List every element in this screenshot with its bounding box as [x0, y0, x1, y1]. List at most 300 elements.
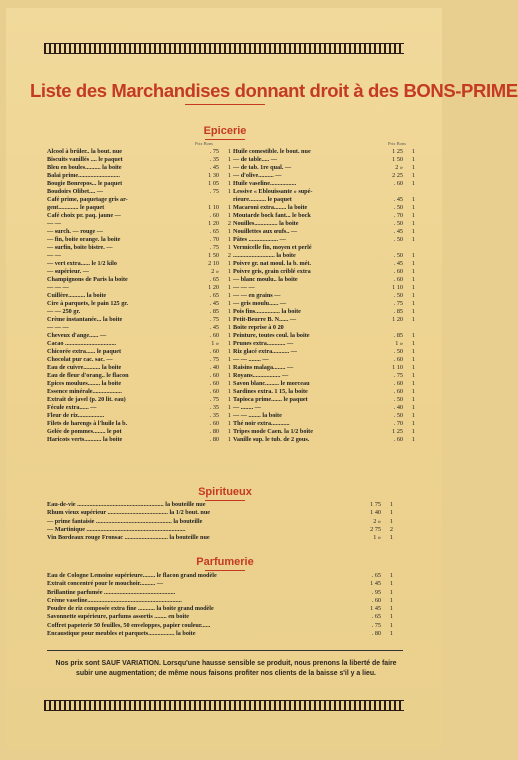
item-price: 1 25 — [392, 428, 403, 435]
list-item — [233, 260, 415, 268]
item-price: . 75 — [209, 148, 219, 155]
footer-rule — [47, 650, 403, 651]
list-item — [233, 316, 415, 324]
list-item — [233, 276, 415, 284]
price-header-left: Prix Bons — [195, 141, 213, 146]
list-item — [47, 501, 403, 509]
item-bons: 1 — [227, 212, 231, 219]
list-item — [47, 420, 229, 428]
item-price: . 50 — [393, 348, 403, 355]
item-bons: 1 — [411, 228, 415, 235]
item-name: gent............. le paquet — [47, 204, 105, 211]
list-item — [47, 196, 229, 204]
item-name: Huile vaseline................. — [233, 180, 297, 187]
item-bons: 1 — [411, 220, 415, 227]
item-name: — gris moulu...... — — [233, 300, 287, 307]
item-bons: 1 — [227, 364, 231, 371]
item-bons: 1 — [389, 534, 393, 542]
list-item — [47, 276, 229, 284]
list-item — [233, 236, 415, 244]
item-name: — — — — [47, 324, 69, 331]
item-name: Eau-de-vie ........................................................ la bouteille nue — [47, 501, 206, 508]
item-price: 1 50 — [208, 252, 219, 259]
item-bons: 1 — [411, 348, 415, 355]
item-price: . 85 — [393, 308, 403, 315]
item-bons: 1 — [227, 300, 231, 307]
list-item — [47, 180, 229, 188]
list-item — [233, 172, 415, 180]
item-bons: 1 — [389, 630, 393, 638]
item-bons: 1 — [411, 316, 415, 323]
item-bons: 1 — [411, 412, 415, 419]
item-bons: 1 — [227, 156, 231, 163]
item-bons: 1 — [411, 276, 415, 283]
item-bons: 1 — [227, 404, 231, 411]
item-price: . 75 — [209, 316, 219, 323]
item-name: Chocolat pur cac. sac. — — [47, 356, 113, 363]
spiritueux-list — [47, 501, 403, 542]
item-price: . 60 — [371, 596, 381, 604]
item-price: 1 » — [373, 534, 381, 542]
item-name: — ........ — — [233, 404, 261, 411]
item-price: 1 20 — [208, 284, 219, 291]
section-title-parfumerie: Parfumerie — [196, 556, 254, 568]
list-item — [47, 534, 403, 542]
list-item — [233, 228, 415, 236]
list-item — [47, 332, 229, 340]
item-bons: 1 — [389, 621, 393, 629]
item-name: Cheveux d'ange...... — — [47, 332, 107, 339]
top-ornament-band — [44, 43, 404, 54]
item-name: Lessive « Eblouissante » supé- — [233, 188, 313, 195]
item-price: . 85 — [209, 308, 219, 315]
item-bons: 1 — [227, 380, 231, 387]
item-price: . 35 — [209, 404, 219, 411]
item-price: 1 20 — [392, 316, 403, 323]
item-bons: 1 — [411, 212, 415, 219]
item-price: . 80 — [371, 630, 381, 638]
item-price: . 70 — [393, 420, 403, 427]
list-item — [47, 308, 229, 316]
item-name: Vermicelle fin, moyen et perlé — [233, 244, 312, 251]
list-item — [233, 412, 415, 420]
item-bons: 1 — [389, 509, 393, 517]
list-item — [47, 518, 403, 526]
list-item — [233, 380, 415, 388]
item-name: ........................... la boite — [233, 252, 296, 259]
item-bons: 1 — [389, 580, 393, 588]
list-item — [233, 196, 415, 204]
item-name: Macaroni extra........ la boite — [233, 204, 308, 211]
item-bons: 1 — [389, 613, 393, 621]
item-bons: 1 — [227, 172, 231, 179]
list-item — [233, 148, 415, 156]
item-name: Riz glacé extra........... — — [233, 348, 297, 355]
item-name: — blanc moulu.. la boite — [233, 276, 298, 283]
item-price: . 75 — [209, 244, 219, 251]
item-bons: 1 — [227, 236, 231, 243]
item-price: . 75 — [209, 396, 219, 403]
item-name: Poivre gris, grain criblé extra — [233, 268, 311, 275]
list-item — [47, 372, 229, 380]
list-item — [47, 605, 403, 613]
item-bons: 1 — [227, 188, 231, 195]
list-item — [47, 316, 229, 324]
item-name: Thé noir extra............ — [233, 420, 290, 427]
item-bons: 1 — [227, 316, 231, 323]
item-name: — de tab. 1re qual. — — [233, 164, 292, 171]
item-name: — supérieur. — — [47, 268, 89, 275]
item-name: Eau de fleur d'orang.. le flacon — [47, 372, 129, 379]
item-price: 1 05 — [208, 180, 219, 187]
list-item — [47, 148, 229, 156]
item-price: . 60 — [393, 276, 403, 283]
item-name: Biscuits vanillés .... le paquet — [47, 156, 123, 163]
list-item — [47, 348, 229, 356]
item-price: . 40 — [209, 364, 219, 371]
list-item — [47, 172, 229, 180]
item-bons: 2 — [227, 252, 231, 259]
item-price: . 65 — [209, 276, 219, 283]
item-price: . 85 — [393, 332, 403, 339]
item-price: 1 45 — [370, 605, 381, 613]
item-name: Poudre de riz composée extra fine ........... la boite grand modèle — [47, 605, 214, 613]
price-header-right: Prix Bons — [388, 141, 406, 146]
list-item — [47, 188, 229, 196]
item-price: . 45 — [209, 300, 219, 307]
list-item — [47, 324, 229, 332]
item-bons: 1 — [389, 572, 393, 579]
list-item — [233, 436, 415, 444]
item-price: . 95 — [371, 588, 381, 596]
list-item — [233, 164, 415, 172]
item-bons: 1 — [411, 308, 415, 315]
item-name: Pois fins................ la boite — [233, 308, 301, 315]
list-item — [47, 236, 229, 244]
item-name: Cacao ................................. — [47, 340, 117, 347]
list-item — [47, 428, 229, 436]
item-price: . 65 — [371, 613, 381, 621]
item-price: . 45 — [209, 324, 219, 331]
list-item — [47, 622, 403, 630]
item-name: Crème instantanée... la boite — [47, 316, 123, 323]
list-item — [233, 428, 415, 436]
item-price: . 75 — [209, 188, 219, 195]
section-title-spiritueux: Spiritueux — [198, 486, 252, 498]
item-name: Raisins malaga........ — — [233, 364, 294, 371]
epicerie-right-column — [233, 148, 415, 444]
section-underline-parfumerie — [205, 570, 245, 571]
item-name: Fécule extra...... — — [47, 404, 97, 411]
item-name: Bougie Bonrepos... le paquet — [47, 180, 123, 187]
item-bons: 1 — [227, 332, 231, 339]
item-name: Essence minérale................... — [47, 388, 122, 395]
item-bons: 1 — [389, 588, 393, 596]
list-item — [47, 156, 229, 164]
item-name: Bleu en boules.......... la boite — [47, 164, 122, 171]
item-bons: 1 — [227, 428, 231, 435]
item-bons: 1 — [227, 436, 231, 443]
item-name: Cuillère........... la boite — [47, 292, 107, 299]
item-price: . 60 — [209, 420, 219, 427]
item-price: 1 45 — [370, 580, 381, 588]
item-bons: 1 — [411, 156, 415, 163]
item-price: . 60 — [209, 212, 219, 219]
item-bons: 1 — [227, 308, 231, 315]
item-price: 1 » — [211, 340, 219, 347]
item-price: . 80 — [209, 436, 219, 443]
item-name: Extrait de javel (p. 20 lit. eau) — [47, 396, 126, 403]
item-bons: 1 — [227, 348, 231, 355]
item-bons: 1 — [227, 204, 231, 211]
item-name: Tripes mode Caen. la 1/2 boîte — [233, 428, 313, 435]
item-price: . 65 — [371, 572, 381, 579]
list-item — [233, 340, 415, 348]
item-name: Café prime, paquetage gris ar- — [47, 196, 128, 203]
item-bons: 1 — [227, 244, 231, 251]
item-name: Filets de harengs à l'huile la b. — [47, 420, 128, 427]
item-name: — — — — [47, 284, 69, 291]
item-name: — — en grains — — [233, 292, 281, 299]
item-bons: 1 — [227, 180, 231, 187]
item-price: 1 30 — [208, 172, 219, 179]
list-item — [47, 630, 403, 638]
item-name: Tapioca prime....... le paquet — [233, 396, 308, 403]
section-underline-epicerie — [205, 139, 245, 140]
item-price: . 50 — [393, 412, 403, 419]
item-price: . 75 — [393, 300, 403, 307]
list-item — [233, 356, 415, 364]
item-name: Extrait concentré pour le mouchoir.......... — — [47, 580, 164, 588]
item-name: — d'olive.......... — — [233, 172, 282, 179]
list-item — [47, 260, 229, 268]
item-price: 1 25 — [392, 148, 403, 155]
list-item — [47, 220, 229, 228]
item-price: . 60 — [393, 380, 403, 387]
item-bons: 1 — [411, 180, 415, 187]
item-price: . 50 — [393, 220, 403, 227]
item-name: — — ........ la boite — [233, 412, 282, 419]
list-item — [233, 212, 415, 220]
item-price: 2 75 — [370, 525, 381, 533]
list-item — [47, 396, 229, 404]
item-name: Fleur de riz................. — [47, 412, 105, 419]
item-price: 2 » — [373, 517, 381, 525]
item-bons: 1 — [227, 372, 231, 379]
item-bons: 1 — [227, 268, 231, 275]
list-item — [233, 156, 415, 164]
item-price: . 65 — [209, 292, 219, 299]
list-item — [233, 204, 415, 212]
item-price: . 50 — [393, 292, 403, 299]
list-item — [233, 324, 415, 332]
item-bons: 1 — [411, 292, 415, 299]
item-price: . 60 — [209, 348, 219, 355]
item-price: 2 10 — [208, 260, 219, 267]
list-item — [47, 509, 403, 517]
item-bons: 1 — [227, 260, 231, 267]
item-bons: 1 — [227, 412, 231, 419]
item-name: — de table..... — — [233, 156, 277, 163]
item-name: Eau de cuivre........... la boite — [47, 364, 122, 371]
item-name: Poivre gr. nat moul. la b. mét. — [233, 260, 312, 267]
item-name: Huile comestible. le bout. nue — [233, 148, 311, 155]
list-item — [233, 292, 415, 300]
list-item — [47, 340, 229, 348]
item-name: Vin Bordeaux rouge Fronsac ............................ la bouteille nue — [47, 534, 210, 542]
item-bons: 1 — [227, 148, 231, 155]
item-name: Encaustique pour meubles et parquets................. la boite — [47, 630, 196, 638]
item-bons: 1 — [411, 364, 415, 371]
list-item — [233, 348, 415, 356]
item-name: Crème vaseline............................................................. — [47, 596, 182, 604]
item-price: 2 25 — [392, 172, 403, 179]
item-price: 1 10 — [392, 284, 403, 291]
item-price: . 50 — [393, 396, 403, 403]
item-bons: 1 — [411, 332, 415, 339]
item-name: Gelée de pommes........ le pot — [47, 428, 122, 435]
item-bons: 1 — [411, 436, 415, 443]
item-bons: 1 — [411, 204, 415, 211]
item-price: . 50 — [393, 204, 403, 211]
list-item — [47, 228, 229, 236]
item-price: . 80 — [209, 428, 219, 435]
item-name: Pâtes ................... — — [233, 236, 286, 243]
item-bons: 1 — [227, 164, 231, 171]
item-bons: 1 — [227, 356, 231, 363]
list-item — [47, 364, 229, 372]
list-item — [47, 204, 229, 212]
item-name: Epices moulues........ la boite — [47, 380, 122, 387]
item-name: — prime fantaisie ................................................. la bouteille — [47, 517, 203, 525]
list-item — [47, 404, 229, 412]
list-item — [47, 164, 229, 172]
item-name: Nouilles............... la boite — [233, 220, 299, 227]
list-item — [233, 372, 415, 380]
item-bons: 1 — [411, 380, 415, 387]
item-name: Coffret papeterie 50 feuilles, 50 enveloppes, papier couleur...... — [47, 621, 211, 629]
item-bons: 1 — [411, 404, 415, 411]
item-name: — — — [47, 220, 61, 227]
list-item — [233, 244, 415, 252]
item-name: Champignons de Paris la boite — [47, 276, 128, 283]
item-price: . 60 — [209, 388, 219, 395]
list-item — [233, 364, 415, 372]
item-price: . 45 — [393, 228, 403, 235]
item-bons: 1 — [411, 396, 415, 403]
item-bons: 2 — [389, 525, 393, 533]
item-price: . 45 — [209, 164, 219, 171]
item-bons: 1 — [411, 260, 415, 267]
item-name: Sardines extra. 1 15, la boite — [233, 388, 308, 395]
item-name: Rhum vieux supérieur ....................................... la 1/2 bout. nue — [47, 509, 211, 517]
item-bons: 1 — [227, 276, 231, 283]
item-price: 2 » — [211, 268, 219, 275]
item-price: . 50 — [393, 236, 403, 243]
list-item — [47, 356, 229, 364]
list-item — [233, 332, 415, 340]
list-item — [47, 300, 229, 308]
item-bons: 1 — [227, 340, 231, 347]
item-price: 1 20 — [208, 220, 219, 227]
item-price: . 45 — [393, 260, 403, 267]
parfumerie-list — [47, 572, 403, 638]
item-price: . 40 — [393, 404, 403, 411]
list-item — [47, 597, 403, 605]
item-price: 1 50 — [392, 156, 403, 163]
title-underline — [185, 104, 265, 105]
item-price: . 50 — [393, 252, 403, 259]
item-price: . 65 — [209, 228, 219, 235]
item-price: . 60 — [393, 436, 403, 443]
item-price: . 35 — [209, 156, 219, 163]
list-item — [47, 589, 403, 597]
list-item — [47, 580, 403, 588]
item-bons: 1 — [389, 596, 393, 604]
list-item — [233, 180, 415, 188]
item-price: 1 75 — [370, 501, 381, 508]
item-price: . 70 — [209, 236, 219, 243]
list-item — [233, 396, 415, 404]
list-item — [47, 268, 229, 276]
item-bons: 1 — [411, 236, 415, 243]
item-price: . 60 — [393, 388, 403, 395]
item-bons: 1 — [389, 517, 393, 525]
item-price: . 35 — [209, 412, 219, 419]
item-bons: 1 — [411, 196, 415, 203]
item-price: . 75 — [371, 621, 381, 629]
item-bons: 1 — [389, 501, 393, 508]
item-name: — vert extra...... le 1/2 kilo — [47, 260, 117, 267]
item-name: Brillantine parfumée .............................................. — [47, 588, 176, 596]
item-price: 1 40 — [370, 509, 381, 517]
list-item — [47, 212, 229, 220]
item-price: . 45 — [393, 196, 403, 203]
item-bons: 1 — [411, 388, 415, 395]
list-item — [47, 292, 229, 300]
list-item — [47, 388, 229, 396]
item-bons: 1 — [411, 372, 415, 379]
item-name: Alcool à brûler.. la bout. nue — [47, 148, 123, 155]
item-name: — surfin, boite bistre. — — [47, 244, 113, 251]
item-bons: 2 — [227, 220, 231, 227]
item-bons: 1 — [227, 388, 231, 395]
item-price: . 60 — [393, 268, 403, 275]
item-name: Eau de Cologne Lemoine supérieure........ le flacon grand modèle — [47, 572, 217, 579]
item-price: 1 10 — [392, 364, 403, 371]
item-name: Vanille sup. le tub. de 2 gous. — [233, 436, 310, 443]
list-item — [233, 404, 415, 412]
item-name: — Martinique ................................................................ — [47, 525, 186, 533]
item-bons: 1 — [411, 172, 415, 179]
item-name: rieure........... le paquet — [233, 196, 292, 203]
item-bons: 1 — [227, 396, 231, 403]
item-name: — — ........ — — [233, 356, 269, 363]
item-price: . 60 — [209, 372, 219, 379]
item-name: Haricots verts........... la boite — [47, 436, 123, 443]
item-name: Savonnette supérieure, parfums assortis ........ en boite — [47, 613, 190, 621]
list-item — [47, 526, 403, 534]
item-bons: 1 — [411, 420, 415, 427]
item-price: 1 10 — [208, 204, 219, 211]
item-bons: 1 — [389, 605, 393, 613]
item-bons: 1 — [227, 420, 231, 427]
item-price: . 75 — [209, 356, 219, 363]
list-item — [47, 436, 229, 444]
item-name: Chicorée extra...... le paquet — [47, 348, 122, 355]
item-name: Royans.................. — — [233, 372, 289, 379]
section-title-epicerie: Epicerie — [203, 125, 247, 137]
